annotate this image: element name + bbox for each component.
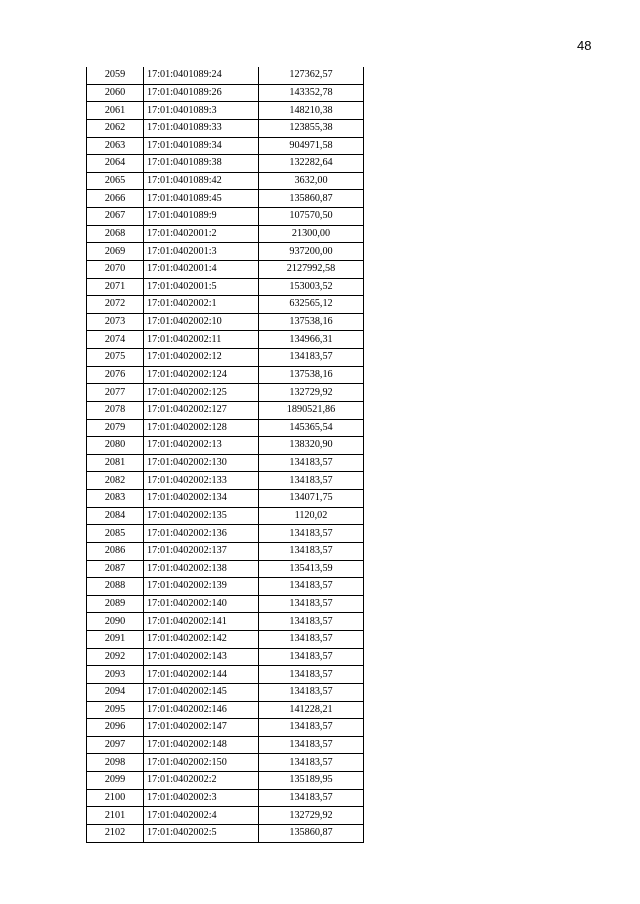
value-cell: 135860,87 [259, 190, 364, 208]
table-row [87, 525, 364, 543]
row-number-cell: 2069 [87, 243, 144, 261]
cadastral-number-cell: 17:01:0402001:3 [144, 243, 259, 261]
table-row [87, 454, 364, 472]
value-cell: 134183,57 [259, 754, 364, 772]
row-number-cell: 2060 [87, 84, 144, 102]
cadastral-number-cell: 17:01:0402002:13 [144, 437, 259, 455]
row-number-cell: 2098 [87, 754, 144, 772]
value-cell: 134183,57 [259, 542, 364, 560]
cadastral-number-cell: 17:01:0402002:1 [144, 296, 259, 314]
value-cell: 134183,57 [259, 613, 364, 631]
cadastral-number-cell: 17:01:0401089:42 [144, 172, 259, 190]
table-row [87, 208, 364, 226]
cadastral-number-cell: 17:01:0402002:133 [144, 472, 259, 490]
cadastral-number-cell: 17:01:0402002:11 [144, 331, 259, 349]
value-cell: 153003,52 [259, 278, 364, 296]
table-row [87, 824, 364, 842]
value-cell: 1120,02 [259, 507, 364, 525]
cadastral-number-cell: 17:01:0402002:138 [144, 560, 259, 578]
cadastral-number-cell: 17:01:0402002:2 [144, 772, 259, 790]
value-cell: 904971,58 [259, 137, 364, 155]
table-row [87, 507, 364, 525]
row-number-cell: 2087 [87, 560, 144, 578]
cadastral-number-cell: 17:01:0401089:34 [144, 137, 259, 155]
row-number-cell: 2091 [87, 631, 144, 649]
table-row [87, 67, 364, 84]
table-row [87, 243, 364, 261]
value-cell: 134183,57 [259, 683, 364, 701]
cadastral-number-cell: 17:01:0402001:5 [144, 278, 259, 296]
data-table [86, 67, 364, 843]
value-cell: 127362,57 [259, 67, 364, 84]
row-number-cell: 2062 [87, 119, 144, 137]
value-cell: 134183,57 [259, 736, 364, 754]
table-row [87, 102, 364, 120]
table-row [87, 683, 364, 701]
value-cell: 632565,12 [259, 296, 364, 314]
row-number-cell: 2082 [87, 472, 144, 490]
cadastral-number-cell: 17:01:0402001:2 [144, 225, 259, 243]
table-row [87, 701, 364, 719]
cadastral-number-cell: 17:01:0402002:147 [144, 719, 259, 737]
table-row [87, 225, 364, 243]
table-row [87, 331, 364, 349]
row-number-cell: 2094 [87, 683, 144, 701]
cadastral-number-cell: 17:01:0402002:136 [144, 525, 259, 543]
row-number-cell: 2093 [87, 666, 144, 684]
table-row [87, 490, 364, 508]
row-number-cell: 2099 [87, 772, 144, 790]
row-number-cell: 2090 [87, 613, 144, 631]
value-cell: 135413,59 [259, 560, 364, 578]
table-row [87, 754, 364, 772]
row-number-cell: 2071 [87, 278, 144, 296]
value-cell: 134183,57 [259, 525, 364, 543]
table-row [87, 560, 364, 578]
cadastral-number-cell: 17:01:0402001:4 [144, 260, 259, 278]
value-cell: 134183,57 [259, 595, 364, 613]
cadastral-number-cell: 17:01:0402002:12 [144, 349, 259, 367]
cadastral-number-cell: 17:01:0402002:144 [144, 666, 259, 684]
value-cell: 137538,16 [259, 313, 364, 331]
cadastral-number-cell: 17:01:0401089:26 [144, 84, 259, 102]
row-number-cell: 2085 [87, 525, 144, 543]
row-number-cell: 2064 [87, 155, 144, 173]
cadastral-number-cell: 17:01:0402002:134 [144, 490, 259, 508]
row-number-cell: 2079 [87, 419, 144, 437]
cadastral-number-cell: 17:01:0402002:148 [144, 736, 259, 754]
table-row [87, 313, 364, 331]
table-row [87, 84, 364, 102]
value-cell: 135860,87 [259, 824, 364, 842]
row-number-cell: 2072 [87, 296, 144, 314]
table-row [87, 613, 364, 631]
table-body [87, 67, 364, 842]
row-number-cell: 2076 [87, 366, 144, 384]
cadastral-number-cell: 17:01:0402002:128 [144, 419, 259, 437]
table-row [87, 437, 364, 455]
value-cell: 135189,95 [259, 772, 364, 790]
value-cell: 134183,57 [259, 578, 364, 596]
row-number-cell: 2078 [87, 401, 144, 419]
row-number-cell: 2063 [87, 137, 144, 155]
table-row [87, 807, 364, 825]
cadastral-number-cell: 17:01:0402002:125 [144, 384, 259, 402]
row-number-cell: 2074 [87, 331, 144, 349]
row-number-cell: 2065 [87, 172, 144, 190]
row-number-cell: 2081 [87, 454, 144, 472]
table-row [87, 666, 364, 684]
value-cell: 134183,57 [259, 349, 364, 367]
row-number-cell: 2101 [87, 807, 144, 825]
cadastral-number-cell: 17:01:0402002:10 [144, 313, 259, 331]
table-row [87, 296, 364, 314]
value-cell: 2127992,58 [259, 260, 364, 278]
cadastral-number-cell: 17:01:0402002:124 [144, 366, 259, 384]
row-number-cell: 2067 [87, 208, 144, 226]
row-number-cell: 2102 [87, 824, 144, 842]
cadastral-number-cell: 17:01:0401089:3 [144, 102, 259, 120]
value-cell: 134183,57 [259, 454, 364, 472]
table-row [87, 366, 364, 384]
value-cell: 134183,57 [259, 631, 364, 649]
cadastral-number-cell: 17:01:0402002:4 [144, 807, 259, 825]
row-number-cell: 2080 [87, 437, 144, 455]
row-number-cell: 2100 [87, 789, 144, 807]
table-row [87, 472, 364, 490]
value-cell: 107570,50 [259, 208, 364, 226]
table-row [87, 578, 364, 596]
cadastral-number-cell: 17:01:0401089:38 [144, 155, 259, 173]
table-row [87, 260, 364, 278]
row-number-cell: 2077 [87, 384, 144, 402]
value-cell: 134183,57 [259, 666, 364, 684]
row-number-cell: 2095 [87, 701, 144, 719]
row-number-cell: 2084 [87, 507, 144, 525]
value-cell: 138320,90 [259, 437, 364, 455]
row-number-cell: 2097 [87, 736, 144, 754]
value-cell: 134966,31 [259, 331, 364, 349]
cadastral-number-cell: 17:01:0401089:24 [144, 67, 259, 84]
value-cell: 3632,00 [259, 172, 364, 190]
value-cell: 1890521,86 [259, 401, 364, 419]
row-number-cell: 2073 [87, 313, 144, 331]
table-row [87, 119, 364, 137]
row-number-cell: 2096 [87, 719, 144, 737]
row-number-cell: 2086 [87, 542, 144, 560]
value-cell: 137538,16 [259, 366, 364, 384]
table-row [87, 648, 364, 666]
cadastral-number-cell: 17:01:0402002:3 [144, 789, 259, 807]
row-number-cell: 2068 [87, 225, 144, 243]
row-number-cell: 2066 [87, 190, 144, 208]
cadastral-number-cell: 17:01:0402002:145 [144, 683, 259, 701]
cadastral-number-cell: 17:01:0402002:141 [144, 613, 259, 631]
table-row [87, 542, 364, 560]
cadastral-number-cell: 17:01:0402002:5 [144, 824, 259, 842]
cadastral-number-cell: 17:01:0401089:33 [144, 119, 259, 137]
table-row [87, 278, 364, 296]
table-row [87, 419, 364, 437]
value-cell: 937200,00 [259, 243, 364, 261]
table-row [87, 789, 364, 807]
cadastral-number-cell: 17:01:0402002:143 [144, 648, 259, 666]
value-cell: 132729,92 [259, 384, 364, 402]
cadastral-number-cell: 17:01:0401089:9 [144, 208, 259, 226]
table-row [87, 595, 364, 613]
table-row [87, 349, 364, 367]
document-table-container [86, 67, 364, 843]
value-cell: 134183,57 [259, 472, 364, 490]
row-number-cell: 2075 [87, 349, 144, 367]
value-cell: 148210,38 [259, 102, 364, 120]
cadastral-number-cell: 17:01:0402002:137 [144, 542, 259, 560]
table-row [87, 190, 364, 208]
value-cell: 141228,21 [259, 701, 364, 719]
cadastral-number-cell: 17:01:0402002:127 [144, 401, 259, 419]
row-number-cell: 2059 [87, 67, 144, 84]
row-number-cell: 2083 [87, 490, 144, 508]
cadastral-number-cell: 17:01:0402002:135 [144, 507, 259, 525]
page-number: 48 [577, 38, 592, 53]
table-row [87, 736, 364, 754]
table-row [87, 384, 364, 402]
value-cell: 134183,57 [259, 789, 364, 807]
cadastral-number-cell: 17:01:0402002:146 [144, 701, 259, 719]
table-row [87, 401, 364, 419]
value-cell: 134183,57 [259, 719, 364, 737]
value-cell: 134071,75 [259, 490, 364, 508]
cadastral-number-cell: 17:01:0402002:142 [144, 631, 259, 649]
table-row [87, 719, 364, 737]
row-number-cell: 2092 [87, 648, 144, 666]
table-row [87, 137, 364, 155]
row-number-cell: 2070 [87, 260, 144, 278]
value-cell: 123855,38 [259, 119, 364, 137]
value-cell: 132729,92 [259, 807, 364, 825]
value-cell: 21300,00 [259, 225, 364, 243]
cadastral-number-cell: 17:01:0402002:139 [144, 578, 259, 596]
row-number-cell: 2089 [87, 595, 144, 613]
cadastral-number-cell: 17:01:0402002:140 [144, 595, 259, 613]
row-number-cell: 2061 [87, 102, 144, 120]
cadastral-number-cell: 17:01:0401089:45 [144, 190, 259, 208]
table-row [87, 172, 364, 190]
table-row [87, 631, 364, 649]
value-cell: 132282,64 [259, 155, 364, 173]
cadastral-number-cell: 17:01:0402002:150 [144, 754, 259, 772]
value-cell: 145365,54 [259, 419, 364, 437]
table-row [87, 155, 364, 173]
value-cell: 134183,57 [259, 648, 364, 666]
value-cell: 143352,78 [259, 84, 364, 102]
cadastral-number-cell: 17:01:0402002:130 [144, 454, 259, 472]
table-row [87, 772, 364, 790]
row-number-cell: 2088 [87, 578, 144, 596]
